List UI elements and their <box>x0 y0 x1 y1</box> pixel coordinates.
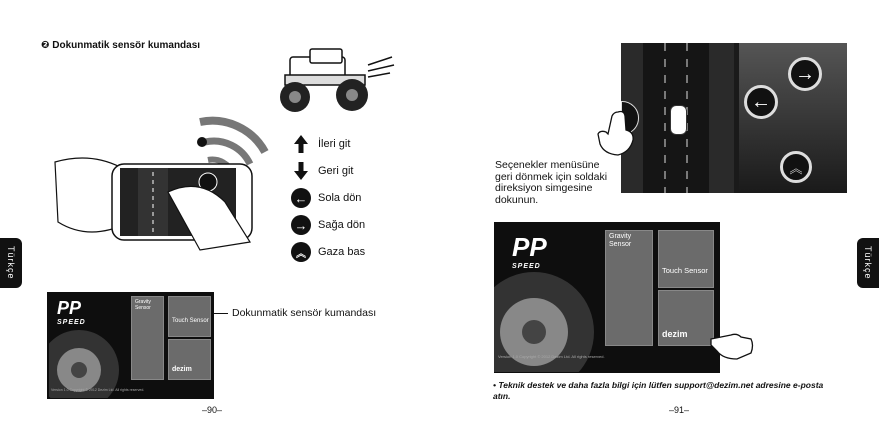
screen-footer: Version 1.0 Copyright © 2012 Dezim Ltd. All rights reserved. <box>498 354 605 359</box>
side-tab-right <box>857 238 879 288</box>
control-back <box>290 160 365 182</box>
arrow-up-icon <box>290 133 312 155</box>
control-label: Sağa dön <box>318 219 366 231</box>
arrow-right-circle-icon: → <box>290 214 312 236</box>
page-number-right: –91– <box>669 405 690 415</box>
support-note: • Teknik destek ve daha fazla bilgi için lütfen support@dezim.net adresine e-posta atın. <box>493 380 824 401</box>
pointing-hand-icon <box>707 325 755 363</box>
gravity-sensor-tile[interactable]: Gravity Sensor <box>131 296 164 380</box>
callout-line <box>214 313 228 314</box>
pointing-hand-icon <box>594 108 636 158</box>
arrow-left-circle-icon[interactable]: ← <box>744 85 778 119</box>
control-label: Sola dön <box>318 192 362 204</box>
touch-sensor-tile[interactable]: Touch Sensor <box>168 296 211 337</box>
control-forward <box>290 133 365 155</box>
dezim-tile[interactable]: dezim <box>658 290 714 346</box>
gravity-sensor-tile[interactable]: Gravity Sensor <box>605 230 653 346</box>
app-menu-screen-right <box>494 222 720 373</box>
control-accelerate <box>290 241 365 263</box>
callout-label: Dokunmatik sensör kumandası <box>232 307 377 319</box>
side-tab-left <box>0 238 22 288</box>
arrow-right-circle-icon[interactable]: → <box>788 57 822 91</box>
app-logo: PP SPEED <box>512 232 547 270</box>
control-label: İleri git <box>318 138 351 150</box>
arrow-left-circle-icon: ← <box>290 187 312 209</box>
hand-phone-illustration <box>50 82 270 252</box>
tire-image <box>49 320 131 398</box>
control-right <box>290 214 365 236</box>
touch-sensor-tile[interactable]: Touch Sensor <box>658 230 714 288</box>
side-tab-label: Türkçe <box>6 246 16 280</box>
accelerate-circle-icon[interactable]: ︽ <box>780 151 812 183</box>
app-menu-screen-left <box>47 292 214 399</box>
car-icon <box>670 105 687 135</box>
side-tab-label: Türkçe <box>863 246 873 280</box>
page-number-left: –90– <box>202 405 223 415</box>
monster-truck-illustration <box>270 45 395 117</box>
arrow-down-icon <box>290 160 312 182</box>
dezim-tile[interactable]: dezim <box>168 339 211 380</box>
section-title: ❷ Dokunmatik sensör kumandası <box>41 40 201 51</box>
control-label: Geri git <box>318 165 354 177</box>
game-screen <box>621 43 847 193</box>
control-left <box>290 187 365 209</box>
screen-footer: Version 1.0 Copyright © 2012 Dezim Ltd. All rights reserved. <box>51 388 145 392</box>
instruction-text: Seçenekler menüsüne geri dönmek için soldaki direksiyon simgesine dokunun. <box>495 159 608 206</box>
app-logo: PP SPEED <box>57 298 86 326</box>
accelerate-circle-icon: ︽ <box>290 241 312 263</box>
control-label: Gaza bas <box>318 246 366 258</box>
